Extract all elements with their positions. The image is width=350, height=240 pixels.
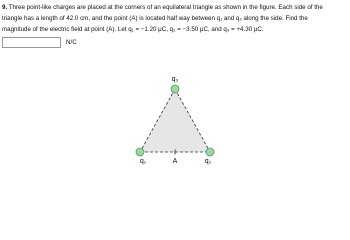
answer-unit: N/C <box>66 39 77 46</box>
label-point-a: A <box>172 158 178 165</box>
label-q2: q₂ <box>204 158 212 165</box>
label-q1: q₁ <box>139 158 147 165</box>
charge-q2 <box>206 148 214 156</box>
problem-line-3: magnitude of the electric field at point (A). Let q₁ = −1.20 μC, q₂ = −3.50 μC, and q₃ = +4.30 μC. <box>2 26 264 34</box>
problem-line-1: 9. Three point-like charges are placed at the corners of an equilateral triangle as shown in the figure. Each side of the <box>2 4 323 11</box>
label-q3: q₃ <box>171 76 179 83</box>
triangle-fill <box>140 89 210 152</box>
problem-number: 9. <box>2 4 8 11</box>
charge-q1 <box>136 148 144 156</box>
problem-line-2: triangle has a length of 42.0 cm, and the point (A) is located half way between q₁ and q₂ along the side. Find the <box>2 15 308 23</box>
charge-q3 <box>171 85 179 93</box>
